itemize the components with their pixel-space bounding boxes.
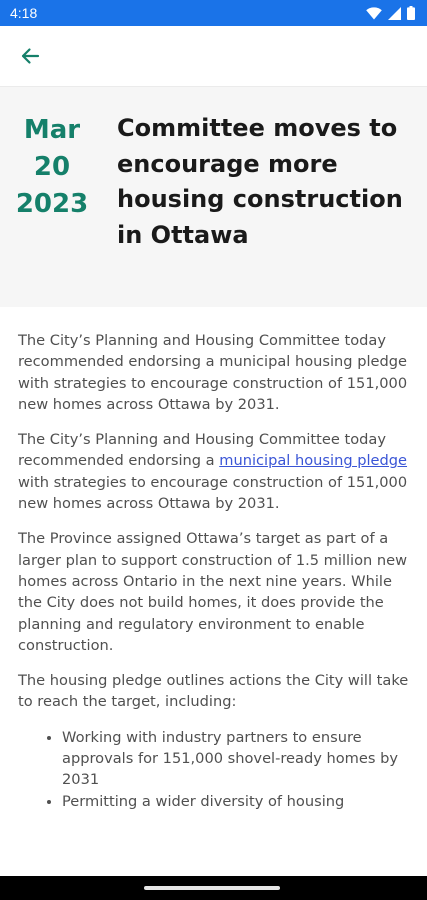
- paragraph-text: with strategies to encourage construction of 151,000 new homes across Ottawa by 2031.: [18, 473, 408, 513]
- app-bar: [0, 26, 427, 87]
- arrow-left-icon: [20, 46, 40, 66]
- article-paragraph: [18, 429, 410, 514]
- date-month: Mar: [23, 115, 81, 145]
- list-item: • Working with industry partners to ensure approvals for 151,000 shovel-ready homes by 2031: [62, 727, 410, 791]
- home-indicator[interactable]: [144, 886, 280, 890]
- paragraph-text: The City’s Planning and Housing Committee today recommended endorsing a: [18, 431, 386, 470]
- navigation-bar: [0, 876, 427, 900]
- article-date: [8, 112, 96, 223]
- back-button[interactable]: [14, 40, 46, 72]
- signal-icon: [388, 7, 401, 20]
- status-time: 4:18: [10, 5, 38, 21]
- article-title: Committee moves to encourage more housing construction in Ottawa: [117, 114, 403, 249]
- date-day: 20: [33, 152, 71, 182]
- article-paragraph: The housing pledge outlines actions the City will take to reach the target, including:: [18, 672, 409, 711]
- article-body: [18, 330, 410, 812]
- date-year: 2023: [15, 189, 89, 219]
- article-summary: The City’s Planning and Housing Committee today recommended endorsing a municipal housing pledge with strategies to encourage construction of 151,000 new homes across Ottawa by 2031.: [18, 332, 408, 413]
- action-list: [18, 727, 410, 812]
- article-paragraph: The Province assigned Ottawa’s target as part of a larger plan to support construction of 1.5 million new homes across Ontario in the next nine years. While the City does not build homes, it does provide the planning and regulatory environment to enable construction.: [18, 530, 408, 654]
- article-header: [0, 87, 427, 307]
- battery-icon: [407, 6, 415, 20]
- status-bar: [0, 0, 427, 26]
- wifi-icon: [366, 7, 382, 20]
- status-icons: [366, 6, 415, 20]
- municipal-housing-pledge-link[interactable]: municipal housing pledge: [219, 452, 408, 470]
- list-item: • Permitting a wider diversity of housing: [62, 791, 410, 812]
